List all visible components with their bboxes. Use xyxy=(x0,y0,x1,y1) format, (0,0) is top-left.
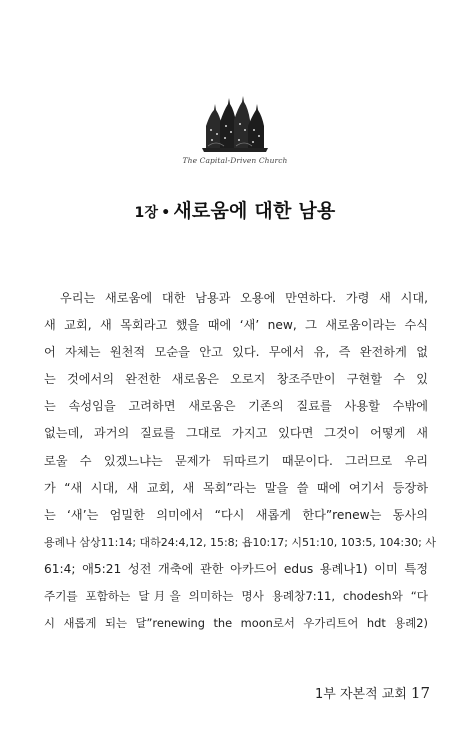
chapter-separator: • xyxy=(161,205,171,221)
paragraph-line: 가 “새 시대, 새 교회, 새 목회”라는 말을 쓸 때에 여기서 등장하 xyxy=(44,480,428,495)
paragraph-line: 새 교회, 새 목회라고 했을 때에 ‘새’ new, 그 새로움이라는 수식 xyxy=(44,318,428,333)
church-spires-icon xyxy=(198,96,272,154)
paragraph-line: 61:4; 애5:21 성전 개축에 관한 아카드어 edus 용례나1) 이미 특정 xyxy=(44,561,428,576)
paragraph-line: 우리는 새로움에 대한 남용과 오용에 만연하다. 가령 새 시대, xyxy=(60,291,428,305)
header-logo xyxy=(0,96,470,165)
paragraph-line: 로울 수 있겠느냐는 문제가 뒤따르기 때문이다. 그러므로 우리 xyxy=(44,453,428,468)
chapter-number: 1장 xyxy=(134,205,159,221)
page-number: 17 xyxy=(410,684,430,702)
paragraph-line: 는 것에서의 완전한 새로움은 오로지 창조주만이 구현할 수 있 xyxy=(44,372,428,387)
chapter-title xyxy=(0,196,470,223)
paragraph-line: 주기를 포함하는 달月을 의미하는 명사 용례창7:11, chodesh와 “다 xyxy=(44,589,428,604)
paragraph-line: 어 자체는 원천적 모순을 안고 있다. 무에서 유, 즉 완전하게 없 xyxy=(44,345,428,360)
paragraph-line: 시 새롭게 되는 달”renewing the moon로서 우가리트어 hdt 용례2) xyxy=(44,616,428,631)
footer-section-title: 1부 자본적 교회 xyxy=(315,687,407,702)
logo-caption: The Capital-Driven Church xyxy=(182,156,288,165)
paragraph-line: 용례나 삼상11:14; 대하24:4,12, 15:8; 욥10:17; 시51:10, 103:5, 104:30; 사 xyxy=(44,535,436,549)
paragraph-line: 는 ‘새’는 엄밀한 의미에서 “다시 새롭게 한다”renew는 동사의 xyxy=(44,507,428,522)
body-paragraph xyxy=(44,285,436,637)
page-footer xyxy=(315,683,430,702)
chapter-title-text: 새로움에 대한 남용 xyxy=(173,200,336,222)
paragraph-line: 는 속성임을 고려하면 새로움은 기존의 질료를 사용할 수밖에 xyxy=(44,399,428,414)
paragraph-line: 없는데, 과거의 질료를 그대로 가지고 있다면 그것이 어떻게 새 xyxy=(44,426,428,441)
